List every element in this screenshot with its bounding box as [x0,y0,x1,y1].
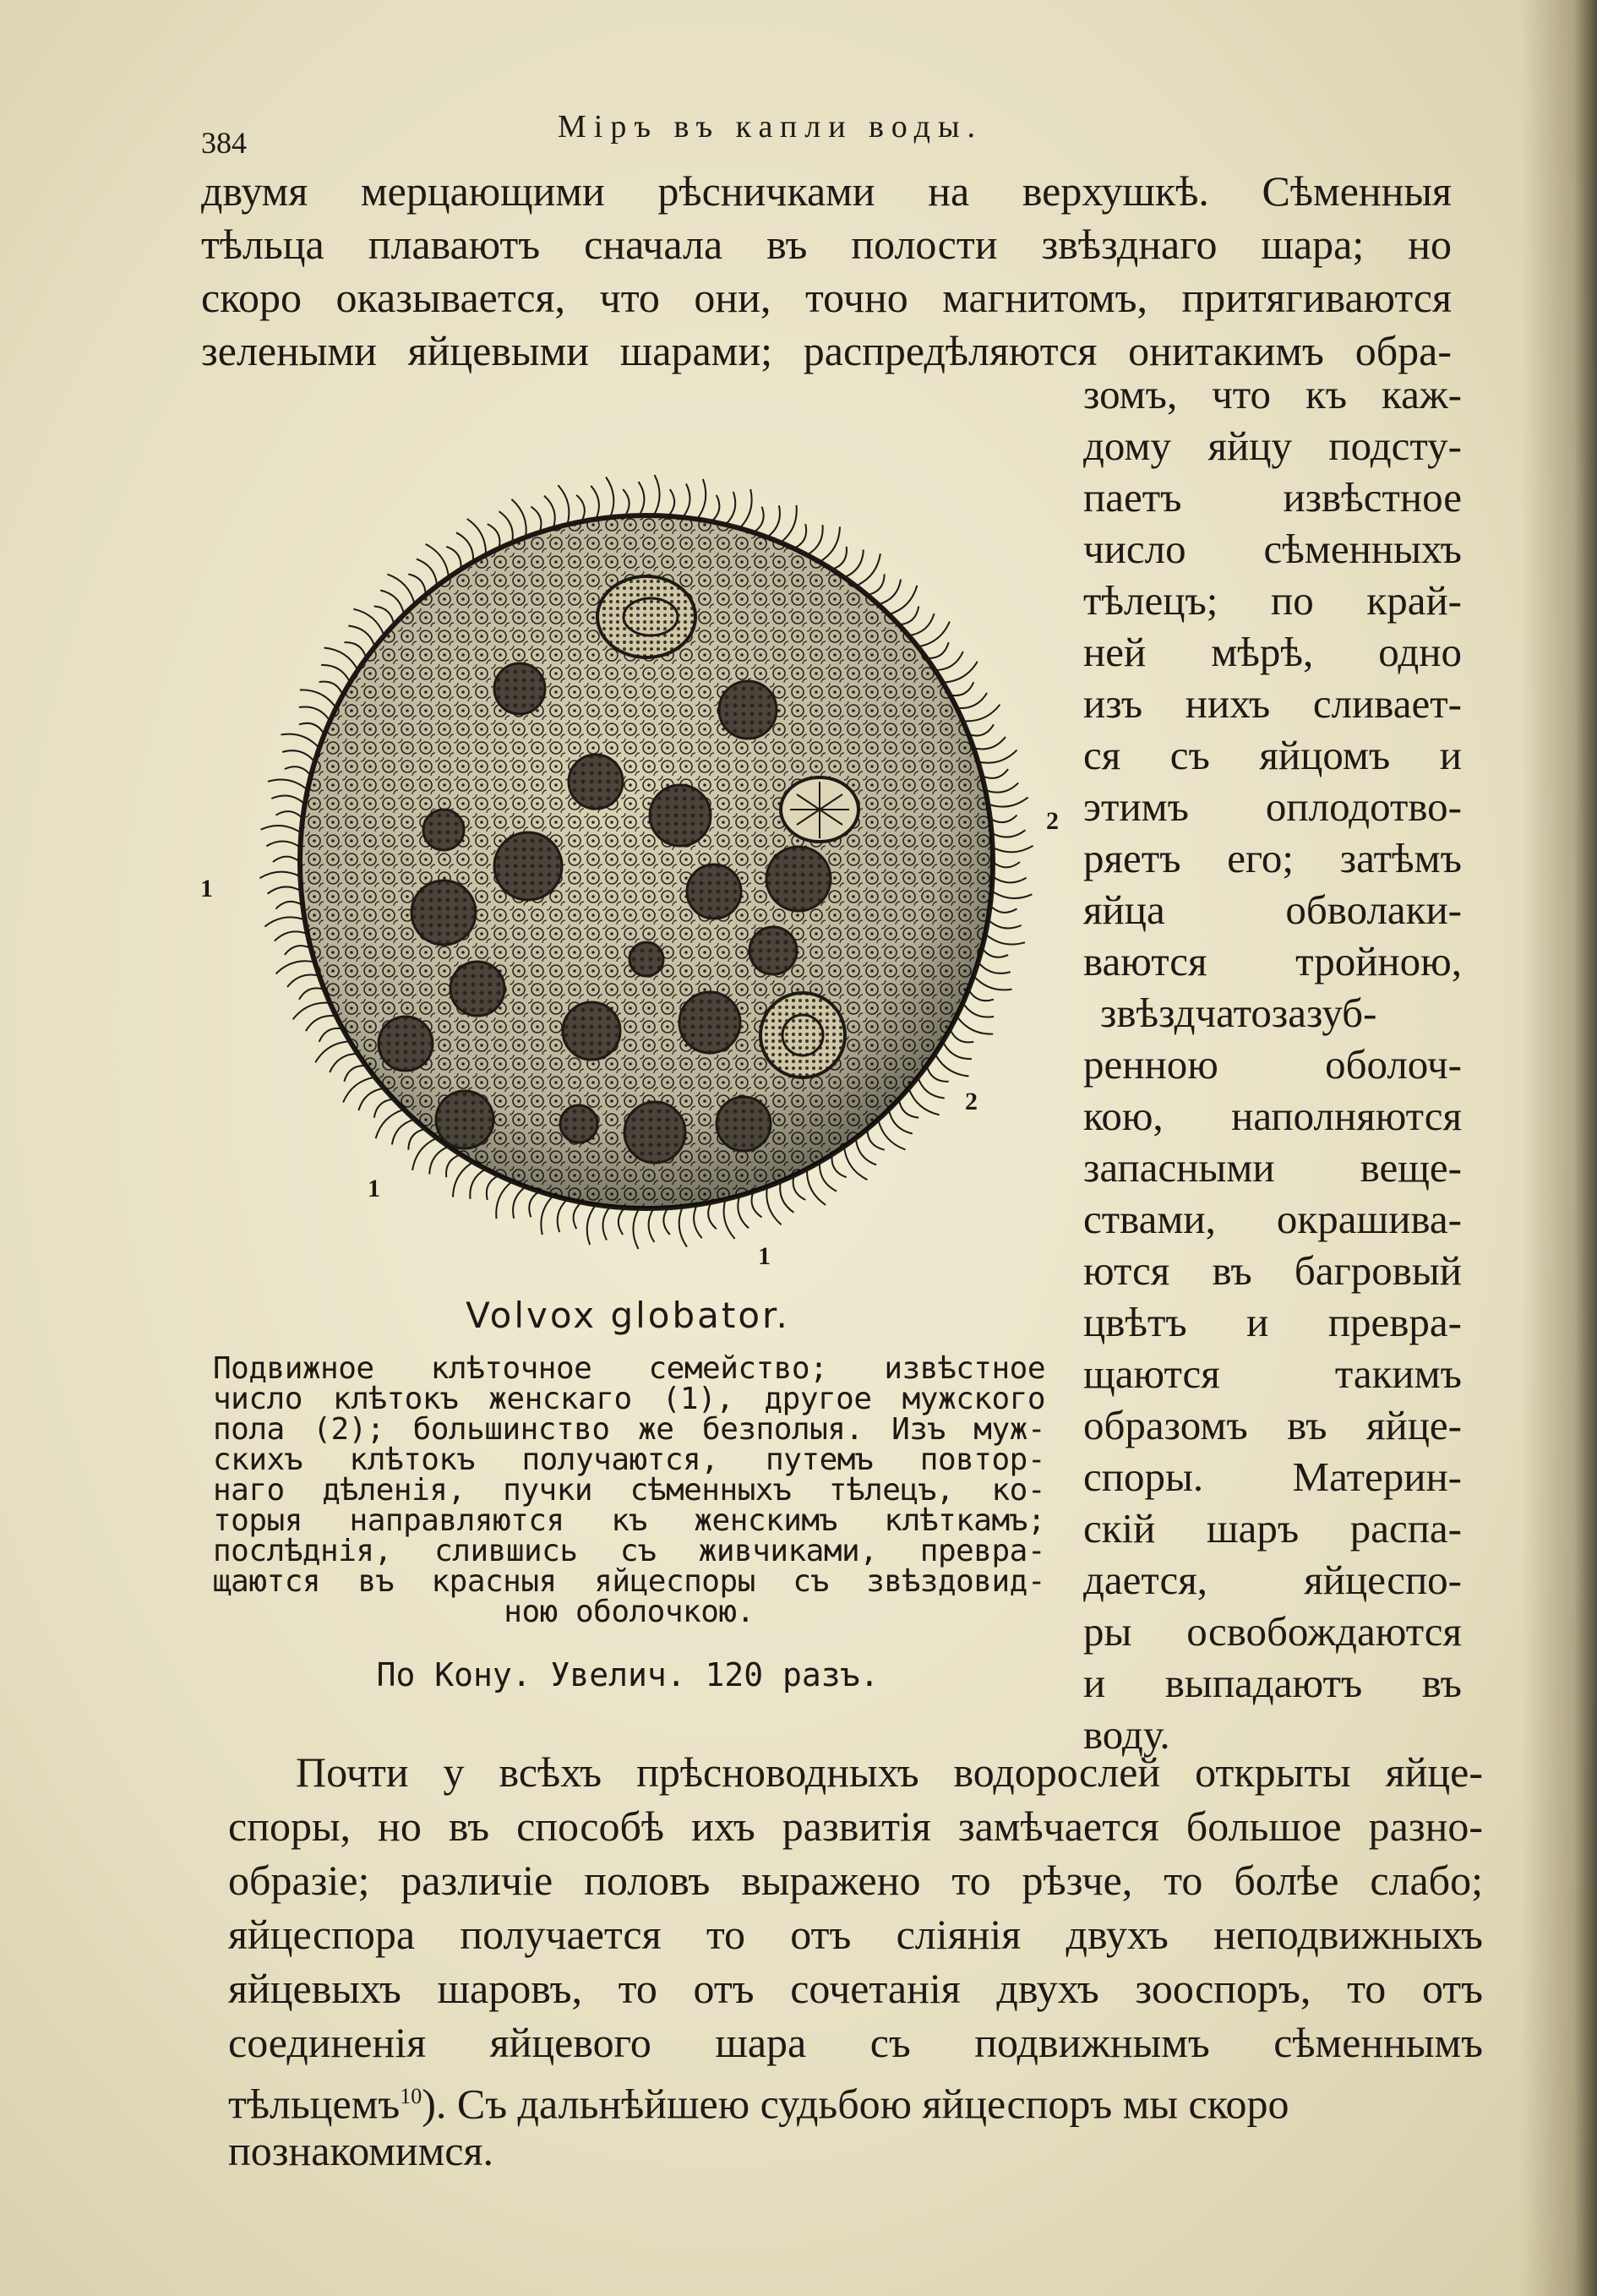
cilium [285,766,311,776]
cilium [856,554,880,586]
cilium [697,479,706,520]
cilium [889,1110,913,1134]
column-line: дается, яйцеспо- [1083,1557,1462,1603]
cilium [470,1169,486,1199]
cilium [287,975,319,987]
cilium [558,485,569,525]
column-line: воду. [1083,1711,1170,1758]
text-line: споры, но въ способѣ ихъ развитія замѣчается большое разно- [228,1802,1483,1850]
cilium [499,511,513,543]
cilium [300,690,336,707]
cilium [259,872,300,879]
figure-label: 1 [200,875,213,903]
column-line: зомъ, что къ каж- [1083,371,1462,417]
text-line: скоро оказывается, что они, точно магнитомъ, притягиваются [201,274,1452,321]
cilium [639,482,645,515]
caption-line: пола (2); большинство же безполыя. Изъ муж- [213,1412,1045,1447]
volvox-engraving [249,423,1052,1268]
cilium [376,1110,405,1138]
cilium [711,495,720,522]
cilium [832,547,847,570]
column-line: скій шаръ распа- [1083,1505,1462,1552]
running-head: Міръ въ капли воды. [558,109,983,145]
cilium [985,783,1018,792]
column-line: ры освобождаются [1083,1608,1462,1655]
cilium [446,547,461,570]
cilium [467,519,486,555]
cilium [831,1154,846,1177]
cilium [531,507,541,533]
cilium [344,1066,366,1082]
column-line: споры. Материн- [1083,1453,1462,1500]
cilium [767,505,780,537]
cilium [541,1196,553,1235]
footnote-reference[interactable]: 10 [400,2084,422,2108]
caption-line: наго дѣленія, пучки сѣменныхъ тѣлецъ, ко- [213,1473,1045,1508]
cilium [591,486,599,520]
cilium [992,830,1026,837]
column-line: ся съ яйцомъ и [1083,732,1462,778]
cilium [752,1192,762,1218]
cilium [683,484,690,518]
cilium [529,1192,539,1218]
volvox-illustration [200,423,1059,1270]
cilium [321,665,350,683]
cilium [694,1205,702,1239]
cilium [544,496,555,529]
cilium [990,815,1017,823]
cilium [268,886,302,893]
text-line: двумя мерцающими рѣсничками на верхушкѣ. Сѣменныя [201,167,1452,215]
cilium [878,1120,905,1150]
cilium [982,769,1008,778]
cilium [856,1138,876,1165]
cilium [273,857,300,862]
cilium [726,492,736,525]
column-line: ней мѣрѣ, одно [1083,629,1462,675]
cilium [973,976,1011,990]
cilium [426,544,449,577]
cilium [602,1207,610,1241]
cilium [353,609,384,635]
cilium [973,737,1006,749]
cilium [807,525,823,555]
cilium [417,559,437,586]
text-line: тѣльца плаваютъ сначала въ полости звѣзднаго шара; но [201,221,1452,268]
cilium [264,917,304,926]
column-line: запасными веще- [1083,1144,1462,1191]
cilium [654,475,660,515]
figure-caption-title: Volvox globator. [466,1295,790,1336]
cilium [988,798,1027,807]
caption-line: число клѣтокъ женскаго (1), другое мужского [213,1382,1045,1416]
cilium [574,1203,582,1230]
figure-credit: По Кону. Увелич. 120 разъ. [376,1656,880,1693]
cilium [794,524,807,548]
text-line: познакомимся. [228,2127,493,2174]
column-line: и выпадаютъ въ [1083,1660,1462,1706]
cilium [679,1207,687,1247]
column-line: ренною оболоч- [1083,1041,1462,1088]
cilium [488,524,500,548]
cilium [392,1120,415,1145]
cilium [950,1029,973,1043]
column-line: образомъ въ яйце- [1083,1402,1462,1448]
cilium [908,614,934,635]
cilium [276,961,315,973]
column-line: ются въ багровый [1083,1247,1462,1294]
cilium [408,574,425,595]
cilium [268,779,308,789]
cilium [649,1208,655,1242]
text-line: яйцеспора получается то отъ сліянія двухъ неподвижныхъ [228,1911,1483,1958]
column-line: этимъ оплодотво- [1083,783,1462,830]
cilium [623,489,629,516]
cilium [343,1077,375,1103]
caption-line: послѣднія, слившись съ живчиками, превра- [213,1534,1045,1568]
cilium [918,622,950,647]
figure-label: 1 [368,1175,380,1203]
cilium [271,796,304,804]
cilium [724,1199,735,1239]
cilium [344,642,366,658]
cilium [889,586,918,614]
cilium [963,1003,995,1017]
cilium [663,1208,669,1235]
cilium [988,919,1021,928]
cilium [793,1175,806,1200]
caption-line: Подвижное клѣточное семейство; извѣстное [213,1351,1045,1386]
cilium [266,842,300,848]
cilium [319,682,343,695]
cilium [935,652,963,670]
cilium [927,642,949,658]
cilium [487,1175,499,1200]
cilium [380,591,404,615]
cilium [950,682,973,695]
cilium [315,1041,350,1062]
column-line: яйца обволаки- [1083,886,1462,933]
column-line: кою, наполняются [1083,1093,1462,1139]
cilium [738,1196,749,1229]
cilium [978,750,1017,763]
column-line: паетъ извѣстное [1083,474,1462,521]
cilium [807,1169,826,1205]
cilium [985,934,1025,944]
cilium [935,1054,969,1077]
cilium [754,507,764,533]
cilium [558,1199,568,1232]
cilium [619,1208,624,1235]
caption-line: торыя направляются къ женскимъ клѣткамъ; [213,1503,1045,1538]
cilium [968,724,994,735]
text-line: зелеными яйцевыми шарами; распредѣляются онитакимъ обра- [201,327,1452,374]
caption-line: скихъ клѣтокъ получаются, путемъ повтор- [213,1442,1045,1477]
page-gutter-shadow [1521,0,1597,2296]
cilium [513,1186,526,1219]
cilium [844,1147,867,1180]
column-line: тѣлецъ; по край- [1083,577,1462,624]
cilium [739,489,751,528]
cilium [511,499,526,537]
cilium [927,1066,949,1082]
cilium [943,662,978,683]
cilium [576,495,585,522]
cilium [982,948,1008,957]
text-line: Почти у всѣхъ прѣсноводныхъ водорослей открыты яйце- [296,1748,1483,1796]
cilium [633,1208,639,1249]
cilium [878,580,901,605]
cilium [993,876,1027,882]
cilium [275,931,308,941]
cilium [319,1028,343,1042]
cilium [261,826,302,833]
cilium [446,1154,461,1177]
column-line: цвѣтъ и превра- [1083,1299,1462,1345]
caption-line: щаются въ красныя яйцеспоры съ звѣздовид- [213,1564,1045,1599]
column-line: щаются такимъ [1083,1350,1462,1397]
cilium [943,1041,972,1059]
cilium [358,1088,384,1110]
caption-line: ною оболочкою. [504,1595,755,1629]
column-line: звѣздчатозазуб- [1100,990,1377,1036]
cilium [282,750,314,761]
page-number: 384 [201,126,247,160]
column-line: изъ нихъ сливает- [1083,680,1462,727]
cilium [606,477,613,518]
column-line: ваются тройною, [1083,938,1462,984]
column-line: дому яйцу подсту- [1083,423,1462,469]
column-line: ствами, окрашива- [1083,1196,1462,1242]
cilium [708,1203,717,1230]
cilium [766,1186,781,1224]
cilium [908,1088,939,1115]
cilium [299,723,324,734]
text-line: образіе; различіе половъ выражено то рѣзче, то болѣе слабо; [228,1857,1483,1904]
cilium [299,706,330,721]
cilium [412,1138,437,1170]
cilium [276,811,303,818]
cilium [990,905,1017,912]
cilium [496,1181,512,1219]
figure-label: 1 [758,1242,771,1270]
cilium [993,846,1033,853]
column-line: ряетъ его; затѣмъ [1083,835,1462,881]
text-line: соединенія яйцевого шара съ подвижнымъ сѣменнымъ [228,2019,1483,2066]
footnote-trail-text: ). Съ дальнѣйшею судьбою яйцеспоръ мы скоро [422,2080,1289,2128]
cilium [324,648,358,671]
cilium [978,963,1011,973]
cilium [867,1129,884,1150]
text-line: яйцевыхъ шаровъ, то отъ сочетанія двухъ зооспоръ, то отъ [228,1965,1483,2012]
cilium [668,489,674,516]
cilium [957,1016,993,1033]
footnote-lead-text: тѣльцемъ [228,2080,401,2128]
cilium [992,891,1033,898]
cilium [388,575,415,605]
figure-label: 2 [965,1088,978,1115]
cilium [993,862,1020,867]
cilium [281,734,319,749]
cilium [330,1054,357,1072]
cilium [299,988,324,999]
figure-label: 2 [1046,807,1059,835]
cilium [968,990,994,1001]
cilium [780,1181,793,1213]
cilium [276,902,303,909]
cilium [285,946,311,955]
cilium [587,1205,596,1246]
column-line: число сѣменныхъ [1083,526,1462,572]
cilium [781,505,797,543]
text-line-with-footnote [228,2070,1483,2130]
